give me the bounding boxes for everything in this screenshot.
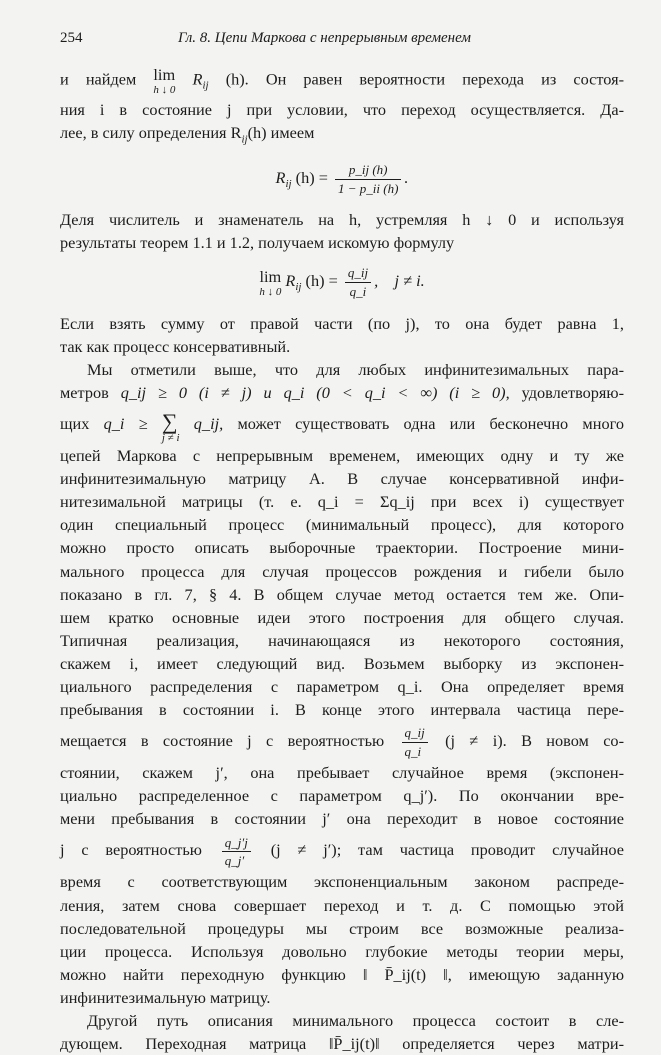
page-number: 254 [60,30,83,46]
fraction: $\frac{q\_ij}{q\_i}$ [402,726,428,758]
text-line: Типичная реализация, начинающаяся из некоторого состояния, [60,630,624,650]
text-line: мени пребывания в состоянии j′ она переходит в новое состояние [60,809,624,829]
paragraph-1 [60,67,624,151]
text-line: Мы отметили выше, что для любых инфинитезимальных пара- [87,359,624,379]
text-line: циального распределения с параметром q_i. Она определяет время [60,677,624,697]
running-title: Гл. 8. Цепи Маркова с непрерывным временем [178,30,471,46]
text-line: так как процесс консервативный. [60,336,291,356]
text-line: мещается в состояние j с вероятностью $\frac{q\_ij}{q\_i}$ (j ≠ i). В новом со- [60,725,624,759]
text-line: дующем. Переходная матрица ‖P̄_ij(t)‖ определяется через матри- [60,1034,624,1054]
text-line: щих q_i ≥ ∑ j ≠ i q_ij, может существовать одна или бесконечно много [60,409,624,445]
text-line: показано в гл. 7, § 4. В общем случае метод остается тем же. Опи- [60,584,624,604]
text-line: можно найти переходную функцию ‖ P̄_ij(t) ‖, имеющую заданную [60,964,624,984]
text-line: метров q_ij ≥ 0 (i ≠ j) и q_i (0 < q_i < ∞) (i ≥ 0), удовлетворяю- [60,382,625,402]
text-line: Деля числитель и знаменатель на h, устремляя h ↓ 0 и используя [60,210,624,230]
limit-operator: lim h ↓ 0 [259,267,282,299]
text-line: Если взять сумму от правой части (по j), то она будет равна 1, [60,313,624,333]
text-line: инфинитезимальную матрицу. [60,987,271,1007]
fraction: $\frac{p\_ij (h)}{1 - p\_ii (h)}$ [335,163,401,195]
text-line: нитезимальной матрицы (т. е. q_i = Σq_ij при всех i) существует [60,492,624,512]
formula-limit: lim h ↓ 0 $R_{ij}$ (h) = $\frac{q\_ij}{q\_i}$ , j ≠ i. [259,265,425,300]
text-line: и найдем lim h ↓ 0 $R_{ij}$ (h). Он равен вероятности перехода из состоя- [60,65,624,97]
text-line: j с вероятностью $\frac{q\_j'j}{q\_j'}$ (j ≠ j′); там частица проводит случайное [60,834,625,869]
book-page [60,30,624,1055]
text-line: мального процесса для случая процессов рождения и гибели было [60,561,624,581]
text-line: циально распределенное с параметром q_j′). По окончании вре- [60,786,624,806]
page-body [60,67,624,1055]
text-line: стоянии, скажем j′, она пребывает случайное время (экспонен- [60,763,624,783]
text-line: один специальный процесс (минимальный процесс), для которого [60,515,624,535]
sum-operator: ∑ j ≠ i [161,409,180,445]
formula-r-ij: $R_{ij}$ (h) = $\frac{p\_ij (h)}{1 - p\_ii (h)}$ . [275,162,409,196]
paragraph-2 [60,208,624,254]
text-line: Другой путь описания минимального процесса состоит в сле- [87,1011,624,1031]
text-line: инфинитезимальную матрицу A. В случае консервативной инфи- [60,469,624,489]
text-line: лее, в силу определения $R_{ij}(h)$ имеем [60,122,315,145]
text-line: результаты теорем 1.1 и 1.2, получаем искомую формулу [60,233,455,253]
text-line: пребывания в состоянии i. В конце этого интервала частица пере- [60,700,624,720]
limit-operator: lim h ↓ 0 [153,65,176,97]
text-line: ления, затем снова совершает переход и т. д. С помощью этой [60,895,624,915]
text-line: можно просто описать выборочные траектории. Построение мини- [60,538,624,558]
fraction: $\frac{q\_j'j}{q\_j'}$ [222,836,251,868]
text-line: время с соответствующим экспоненциальным законом распреде- [60,872,624,892]
text-line: последовательной процедуры мы строим все возможные реализа- [60,918,624,938]
fraction: $\frac{q\_ij}{q\_i}$ [345,266,371,298]
paragraph-5 [60,1009,624,1055]
text-line: ции процесса. Используя довольно глубокие методы теории меры, [60,941,624,961]
text-line: шем кратко основные идеи этого построения для общего случая. [60,607,624,627]
page-header [60,30,624,54]
text-line: скажем i, имеет следующий вид. Возьмем выборку из экспонен- [60,653,624,673]
paragraph-3 [60,312,624,358]
text-line: цепей Маркова с непрерывным временем, имеющих одну и ту же [60,446,624,466]
paragraph-4 [60,358,624,1009]
text-line: ния i в состояние j при условии, что переход осуществляется. Да- [60,99,624,119]
